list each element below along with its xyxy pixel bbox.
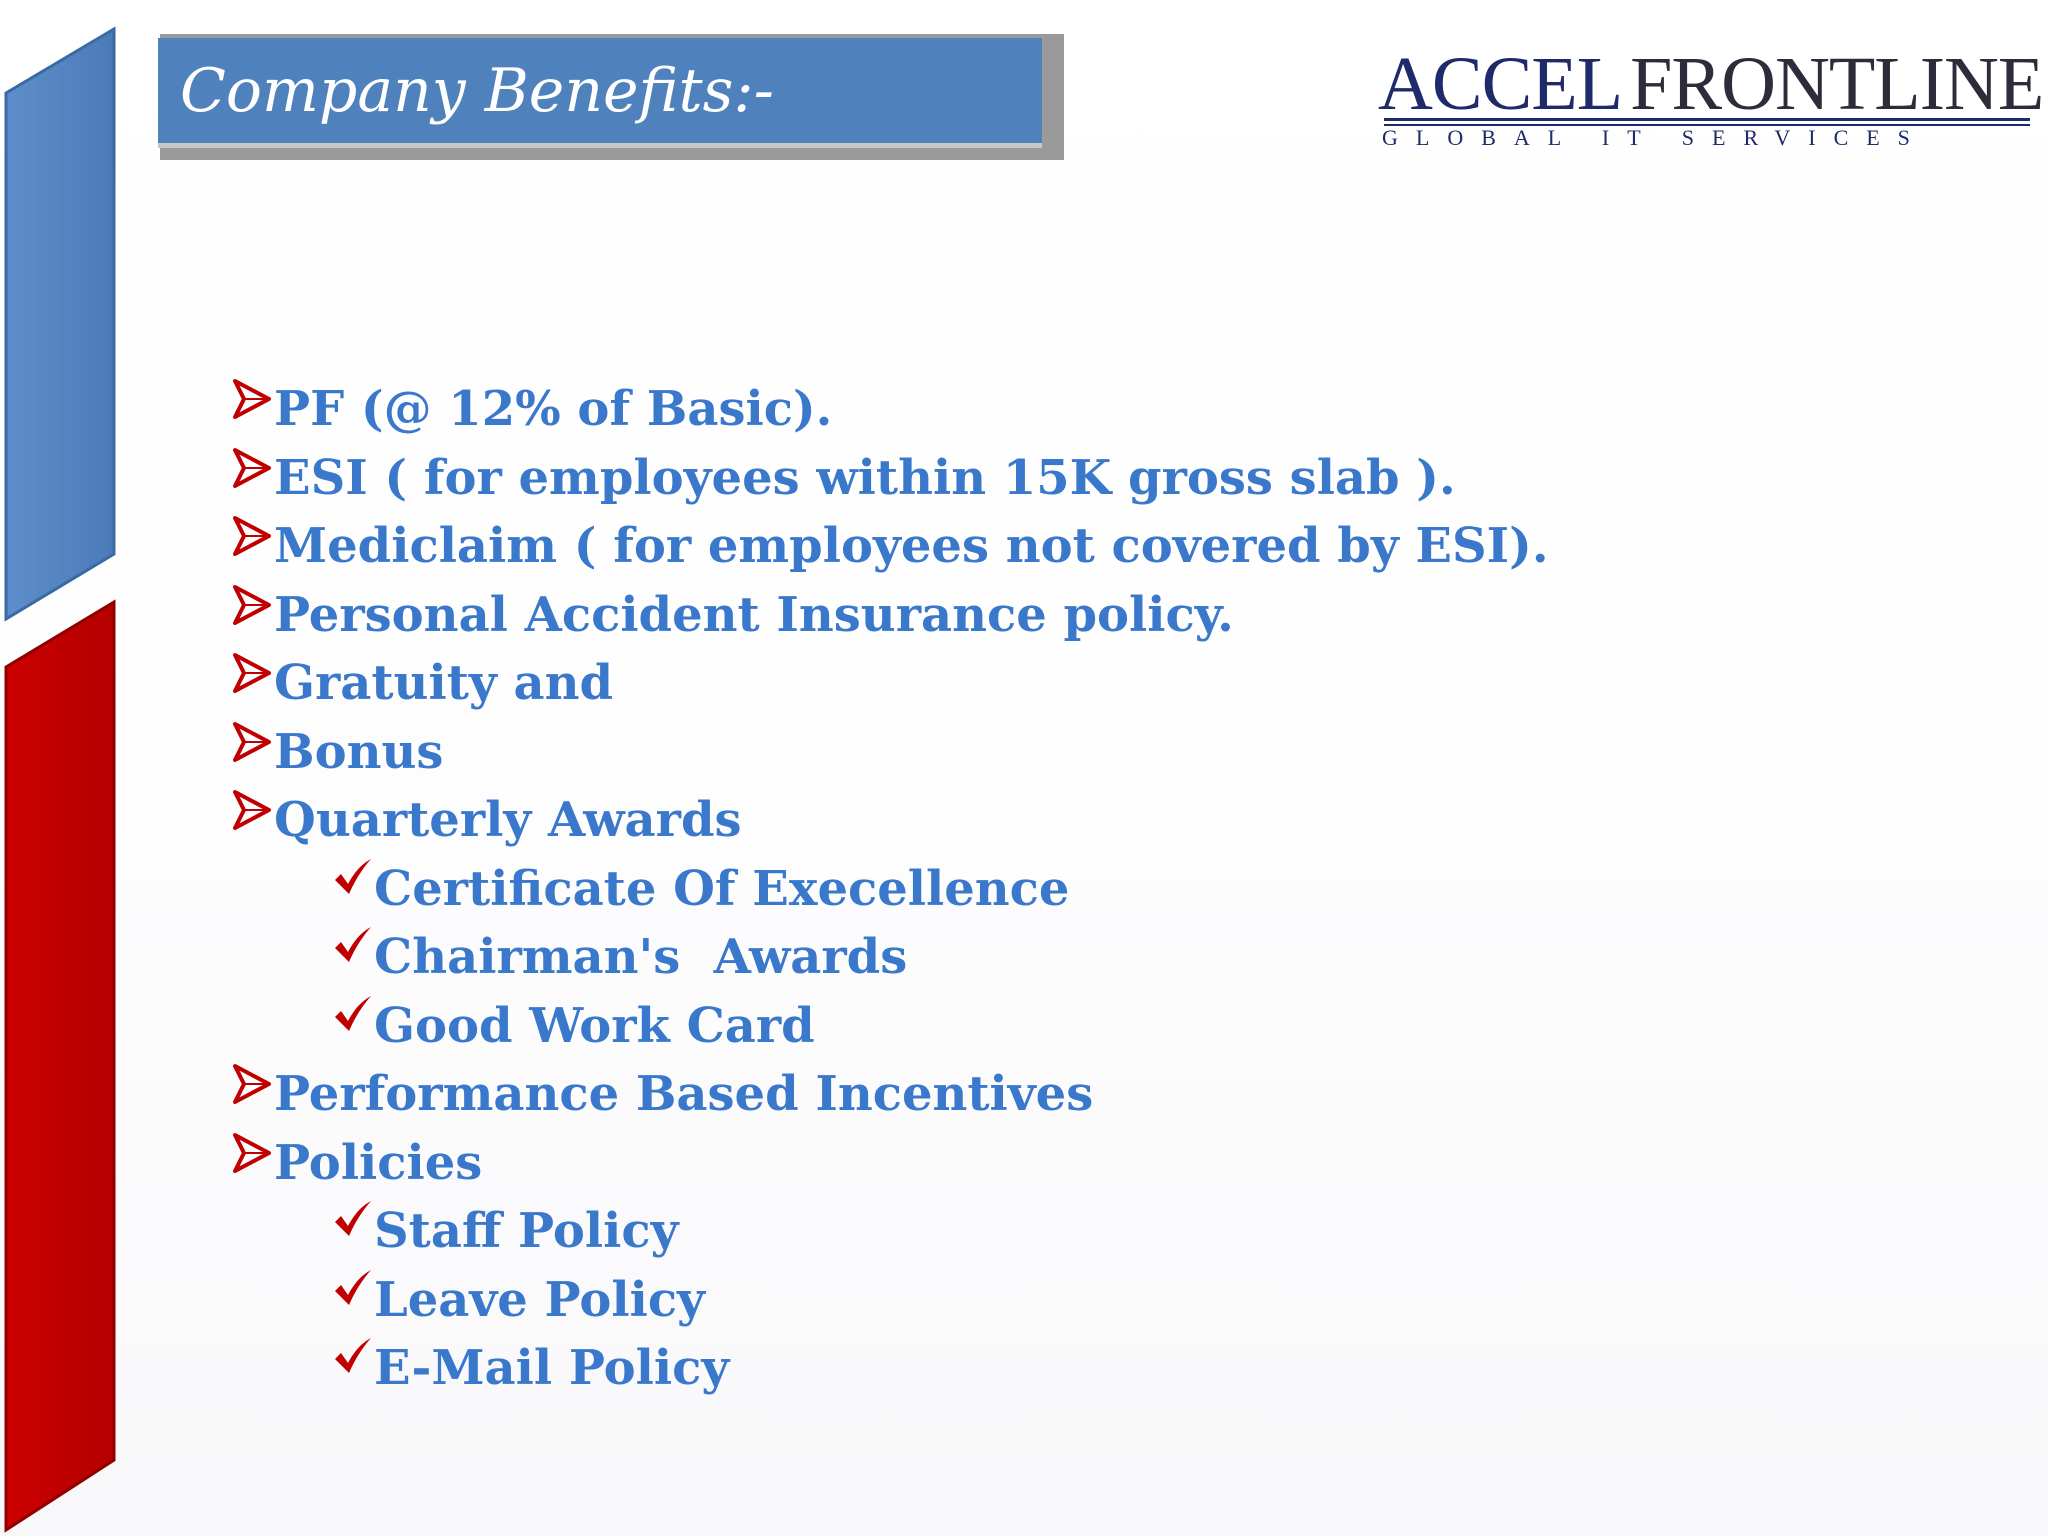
list-item bbox=[232, 649, 1632, 718]
benefit-text: Certificate Of Execellence bbox=[374, 860, 1070, 917]
checkmark-bullet-icon bbox=[332, 992, 372, 1040]
list-item bbox=[232, 1060, 1632, 1129]
list-item bbox=[232, 512, 1632, 581]
benefit-text: ESI ( for employees within 15K gross slab ). bbox=[274, 449, 1456, 506]
benefits-list bbox=[232, 375, 1632, 1403]
list-item bbox=[232, 1129, 1632, 1198]
benefit-text: Bonus bbox=[274, 723, 444, 780]
checkmark-bullet-icon bbox=[332, 1266, 372, 1314]
title-banner bbox=[158, 38, 1042, 148]
list-item bbox=[232, 1266, 1632, 1335]
side-decoration bbox=[0, 0, 120, 1536]
arrow-bullet-icon bbox=[232, 581, 272, 629]
arrow-bullet-icon bbox=[232, 718, 272, 766]
benefit-text: Good Work Card bbox=[374, 997, 815, 1054]
benefit-text: Performance Based Incentives bbox=[274, 1066, 1094, 1122]
list-item bbox=[232, 992, 1632, 1061]
list-item bbox=[232, 1197, 1632, 1266]
arrow-bullet-icon bbox=[232, 375, 272, 423]
company-logo bbox=[1378, 42, 2044, 156]
side-bar-blue bbox=[6, 29, 114, 619]
arrow-bullet-icon bbox=[232, 512, 272, 560]
slide-title: Company Benefits:- bbox=[180, 56, 774, 126]
checkmark-bullet-icon bbox=[332, 923, 372, 971]
benefit-text: Chairman's Awards bbox=[374, 929, 908, 985]
arrow-bullet-icon bbox=[232, 1060, 272, 1108]
list-item bbox=[232, 444, 1632, 513]
list-item bbox=[232, 923, 1632, 992]
arrow-bullet-icon bbox=[232, 1129, 272, 1177]
list-item bbox=[232, 855, 1632, 924]
logo-tagline: GLOBAL IT SERVICES bbox=[1382, 125, 1928, 150]
benefit-text: Quarterly Awards bbox=[274, 792, 742, 848]
checkmark-bullet-icon bbox=[332, 1334, 372, 1382]
logo-name-frontline: FRONTLINE bbox=[1630, 42, 2044, 126]
list-item bbox=[232, 718, 1632, 787]
side-bar-red bbox=[6, 602, 114, 1530]
benefit-text: Staff Policy bbox=[374, 1203, 679, 1259]
benefit-text: Personal Accident Insurance policy. bbox=[274, 586, 1234, 643]
benefit-text: Leave Policy bbox=[374, 1271, 705, 1328]
list-item bbox=[232, 1334, 1632, 1403]
logo-wordmark bbox=[1378, 42, 2044, 126]
benefit-text: Policies bbox=[274, 1134, 483, 1191]
arrow-bullet-icon bbox=[232, 786, 272, 834]
arrow-bullet-icon bbox=[232, 444, 272, 492]
list-item bbox=[232, 786, 1632, 855]
arrow-bullet-icon bbox=[232, 649, 272, 697]
benefit-text: E-Mail Policy bbox=[374, 1340, 730, 1396]
list-item bbox=[232, 581, 1632, 650]
logo-name-accel: ACCEL bbox=[1378, 42, 1623, 126]
benefit-text: Mediclaim ( for employees not covered by ESI). bbox=[274, 518, 1549, 574]
benefit-text: Gratuity and bbox=[274, 655, 614, 711]
benefit-text: PF (@ 12% of Basic). bbox=[274, 381, 833, 437]
list-item bbox=[232, 375, 1632, 444]
checkmark-bullet-icon bbox=[332, 855, 372, 903]
checkmark-bullet-icon bbox=[332, 1197, 372, 1245]
